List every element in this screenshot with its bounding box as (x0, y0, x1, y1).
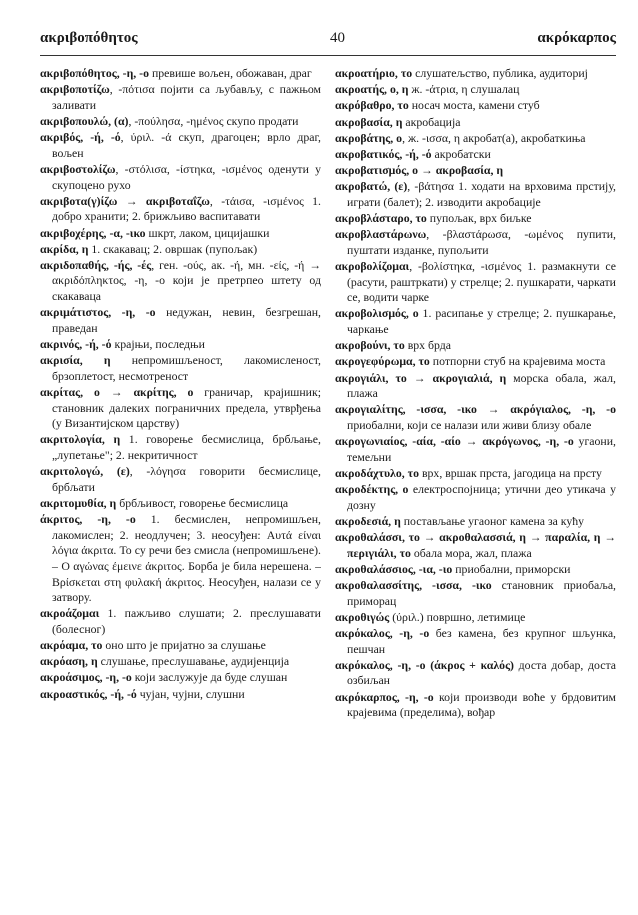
dictionary-entry (40, 242, 321, 258)
dictionary-entry (335, 82, 616, 98)
dictionary-entry (40, 353, 321, 384)
entry-definition: акробација (402, 114, 461, 129)
dictionary-entry (40, 130, 321, 161)
entry-headword: ακροδέκτης, ο (335, 482, 409, 497)
dictionary-entry (335, 98, 616, 114)
dictionary-entry (335, 211, 616, 227)
dictionary-entry (335, 658, 616, 689)
dictionary-entry (335, 371, 616, 402)
entry-definition: носач моста, камени стуб (408, 98, 540, 113)
dictionary-entry (40, 82, 321, 113)
entry-headword: ακρινός, -ή, -ό (40, 337, 112, 352)
entry-definition: пупољак, врх биљке (426, 211, 532, 226)
dictionary-entry (40, 496, 321, 512)
entry-headword: ακριβός, -ή, -ό (40, 130, 121, 145)
entry-definition: , -βάτησα 1. ходати на врховима прстију, играти (балет); 2. изводити акробације (347, 179, 616, 209)
entry-definition: приобални, који се налази или живи близу обале (347, 417, 592, 432)
entry-definition: електроспојница; утични део утикача у дозну (347, 482, 616, 512)
entry-headword: ακριβοποτίζω (40, 82, 110, 97)
entry-definition: 1. расипање у стрелце; 2. пушкарање, чаркање (347, 306, 616, 337)
dictionary-entry (335, 131, 616, 147)
dictionary-entry (40, 337, 321, 353)
entry-definition: , ύριλ. -ά скуп, драгоцен; врло драг, вољен (52, 130, 321, 160)
entry-headword: ακροβάτης, ο (335, 130, 403, 145)
dictionary-entry (335, 562, 616, 578)
dictionary-entry (40, 687, 321, 703)
entry-headword: ακριβοχέρης, -α, -ικο (40, 225, 146, 240)
dictionary-entry (40, 464, 321, 495)
entry-definition: становник приобаља, приморац (347, 578, 616, 608)
entry-headword: ακροβλαστάρωνω (335, 227, 427, 242)
entry-definition: врх брда (404, 338, 451, 353)
entry-definition: угаони, темељни (347, 434, 616, 464)
dictionary-entry (335, 66, 616, 82)
entry-definition: , -βολίστηκα, -ισμένος 1. размакнути се (расути, раштркати) у стрелце; 2. пушкарати, чаркати се, водити чарке (347, 259, 616, 305)
entry-definition: превише вољен, обожаван, драг (149, 66, 312, 80)
entry-definition: потпорни стуб на крајевима моста (429, 354, 606, 369)
entry-definition: 1. пажљиво слушати; 2. преслушавати (болесног) (52, 606, 321, 636)
entry-definition: 1. говорење бесмислица, брбљање, „лупетање"; 2. некритичност (52, 432, 321, 462)
entry-headword: ακροατήριο, το (335, 66, 413, 80)
entry-definition: врх, вршак прста, јагодица на прсту (419, 465, 602, 480)
entry-headword: ακριμάτιστος, -η, -ο (40, 305, 156, 320)
entry-headword: ακριβοτα(γ)ίζω → ακριβοταΐζω (40, 193, 210, 208)
dictionary-entry (40, 162, 321, 193)
entry-headword: άκριτος, -η, -ο (40, 512, 136, 527)
entry-definition: , -στόλισα, -ίστηκα, -ισμένος оденути у скупоцено рухо (52, 161, 321, 192)
entry-definition: непромишљеност, лакомисленост, брзоплетост, несмотреност (52, 353, 321, 383)
entry-definition: граничар, крајишник; становник далеких пограничних предела, утврђења (у Византијском царству) (52, 385, 321, 431)
header-first-headword: ακριβοπόθητος (40, 30, 138, 46)
dictionary-entry (40, 654, 321, 670)
dictionary-entry (40, 305, 321, 336)
entry-definition: доста добар, доста озбиљан (347, 657, 616, 688)
entry-definition: , ген. -ούς, ак. -ή, мн. -είς, -ή → ακριδόπληκτος, -η, -ο који је претрпео штету од скакаваца (52, 257, 321, 304)
entry-headword: ακρόκαλος, -η, -ο (335, 626, 430, 641)
entry-definition: недужан, невин, безгрешан, праведан (52, 305, 321, 335)
entry-definition: без камена, без крупног шљунка, пешчан (347, 626, 616, 656)
entry-headword: ακροθαλάσσιος, -ια, -ιο (335, 561, 453, 576)
entry-headword: ακροθιγώς (335, 609, 390, 624)
dictionary-entry (335, 115, 616, 131)
dictionary-entry (335, 338, 616, 354)
dictionary-entry (335, 610, 616, 626)
entry-headword: ακροβατώ, (ε) (335, 179, 408, 194)
entry-definition: 1. скакавац; 2. овршак (пупољак) (88, 241, 258, 256)
entry-headword: ακρόκαρπος, -η, -ο (335, 689, 434, 704)
entry-headword: ακριβοπόθητος, -η, -ο (40, 66, 150, 80)
entry-headword: ακροάσιμος, -η, -ο (40, 670, 132, 685)
entry-headword: ακροβλάσταρο, το (335, 211, 427, 226)
dictionary-entry (40, 66, 321, 82)
entry-definition: , -βλαστάρωσα, -ωμένος пупити, пуштати изданке, пупољити (347, 227, 616, 257)
entry-headword: ακρογιάλι, το → ακρογιαλιά, η (335, 370, 507, 385)
entry-definition: приобални, приморски (452, 561, 571, 576)
entry-headword: ακροαστικός, -ή, -ό (40, 686, 137, 701)
entry-definition: чујан, чујни, слушни (136, 686, 245, 701)
dictionary-entry (335, 163, 616, 179)
entry-definition: морска обала, жал, плажа (347, 370, 616, 401)
entry-definition: , ж. -ισσα, η акробат(а), акробаткиња (402, 130, 586, 145)
dictionary-entry (335, 354, 616, 370)
entry-headword: ακροβολίζομαι (335, 259, 410, 274)
dictionary-entry (335, 227, 616, 258)
dictionary-entry (40, 512, 321, 606)
entry-definition: , -πότισα појити са љубављу, с пажњом заливати (52, 82, 321, 112)
entry-headword: ακριτολογώ, (ε) (40, 464, 130, 479)
entry-definition: слушатељство, публика, аудиториј (412, 66, 588, 80)
entry-headword: ακροβολισμός, ο (335, 306, 419, 321)
entry-headword: ακρίδα, η (40, 241, 89, 256)
entry-headword: ακροάζομαι (40, 606, 100, 621)
entry-headword: ακρόαση, η (40, 654, 98, 669)
header-last-headword: ακρόκαρπος (537, 30, 616, 46)
entry-headword: ακροβασία, η (335, 114, 403, 129)
right-column (335, 66, 616, 897)
entry-headword: ακροατής, ο, η (335, 82, 409, 97)
entry-headword: ακρίτας, ο → ακρίτης, ο (40, 385, 194, 399)
dictionary-entry (40, 385, 321, 432)
dictionary-entry (335, 466, 616, 482)
dictionary-entry (40, 114, 321, 130)
entry-definition: , -τάισα, -ισμένος 1. добро хранити; 2. брижљиво васпитавати (52, 193, 321, 224)
dictionary-entry (335, 434, 616, 465)
dictionary-entry (40, 258, 321, 305)
entry-headword: ακρόαμα, το (40, 638, 103, 653)
entry-definition: обала мора, жал, плажа (410, 545, 532, 560)
dictionary-entry (335, 402, 616, 433)
entry-definition: брбљивост, говорење бесмислица (116, 495, 289, 510)
entry-headword: ακροδάχτυλο, το (335, 465, 419, 480)
entry-definition: ж. -άτρια, η слушалац (408, 82, 520, 97)
dictionary-entry (40, 670, 321, 686)
entry-definition: , -λόγησα говорити бесмислице, брбљати (52, 464, 321, 494)
entry-headword: ακριδοπαθής, -ής, -ές (40, 257, 152, 272)
entry-definition: који заслужује да буде слушан (131, 670, 288, 685)
entry-headword: ακριβοπουλώ, (α) (40, 113, 129, 128)
dictionary-entry (335, 482, 616, 513)
dictionary-entry (40, 432, 321, 463)
entry-definition: акробатски (431, 146, 491, 161)
entry-headword: ακρογωνιαίος, -αία, -αίο → ακρόγωνος, -η, -ο (335, 434, 574, 449)
entry-definition: оно што је пријатно за слушање (102, 638, 266, 653)
dictionary-entry (40, 606, 321, 637)
entry-headword: ακροβούνι, το (335, 338, 405, 353)
entry-headword: ακροθαλασσίτης, -ισσα, -ικο (335, 578, 492, 593)
entry-definition: слушање, преслушавање, аудијенција (97, 654, 290, 669)
entry-definition: (ύριλ.) површно, летимице (389, 609, 526, 624)
dictionary-entry (335, 147, 616, 163)
dictionary-entry (40, 194, 321, 225)
entry-definition: 1. бесмислен, непромишљен, лакомислен; 2. неодлучен; 3. неосуђен: Αυτά είναι λόγια άκριτα. То су речи без смисла (непромишљене). – Ο αγώνας έμεινε άκριτος. Борба је била нерешена. – Βρίσκεται στη φυλακή άκριτος. Неосуђен, налази се у затвору. (52, 512, 321, 605)
page-header (40, 30, 616, 56)
entry-headword: ακρογεφύρωμα, το (335, 354, 430, 369)
entry-headword: ακροβατικός, -ή, -ό (335, 146, 432, 161)
dictionary-entry (335, 626, 616, 657)
entry-definition: постављање угаоног камена за кућу (400, 513, 585, 528)
page-number: 40 (330, 30, 345, 46)
entry-headword: ακριβοστολίζω (40, 161, 116, 176)
entry-headword: ακροδεσιά, η (335, 513, 401, 528)
dictionary-entry (335, 690, 616, 721)
entry-headword: ακρισία, η (40, 353, 111, 368)
entry-headword: ακρογιαλίτης, -ισσα, -ικο → ακρόγιαλος, -η, -ο (335, 402, 616, 417)
entry-headword: ακρόβαθρο, το (335, 98, 409, 113)
entry-definition: , -πούλησα, -ημένος скупо продати (128, 113, 299, 128)
dictionary-entry (335, 514, 616, 530)
entry-definition: који производи воће у брдовитим крајевима (пределима), вођар (347, 689, 616, 720)
dictionary-entry (40, 226, 321, 242)
dictionary-entry (335, 179, 616, 210)
entry-headword: ακροθαλάσσι, το → ακροθαλασσιά, η → παραλία, η → περιγιάλι, το (335, 530, 616, 560)
entry-columns (40, 66, 616, 897)
dictionary-entry (335, 578, 616, 609)
entry-definition: шкрт, лаком, цицијашки (145, 225, 270, 240)
entry-definition: крајњи, последњи (111, 337, 205, 352)
dictionary-entry (335, 259, 616, 306)
entry-headword: ακρόκαλος, -η, -ο (άκρος + καλός) (335, 657, 514, 672)
left-column (40, 66, 321, 897)
dictionary-entry (335, 306, 616, 337)
entry-headword: ακριτολογία, η (40, 432, 121, 447)
dictionary-entry (40, 638, 321, 654)
entry-headword: ακριτομυθία, η (40, 495, 117, 510)
entry-headword: ακροβατισμός, ο → ακροβασία, η (335, 163, 504, 178)
dictionary-entry (335, 530, 616, 561)
